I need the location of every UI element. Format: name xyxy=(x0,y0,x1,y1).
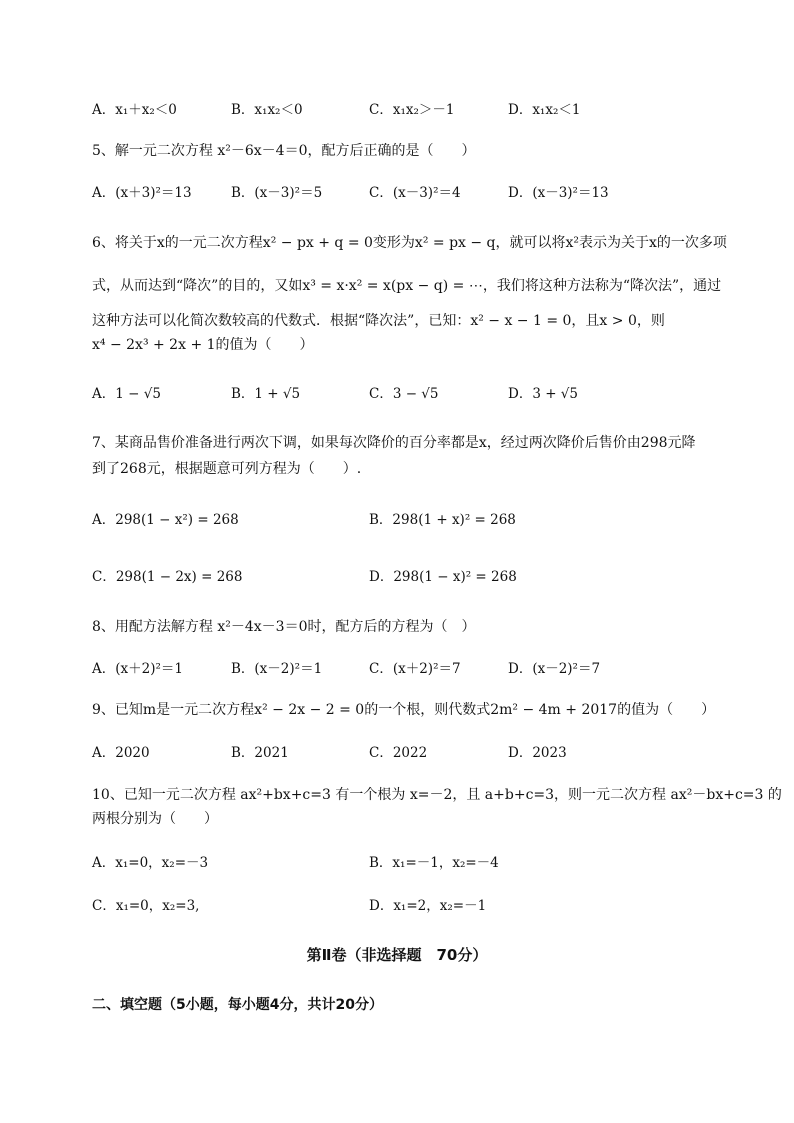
q6-option-a[interactable]: A．1 − √5 xyxy=(92,386,161,402)
q10-option-d[interactable]: D．x₁=2，x₂=－1 xyxy=(369,898,487,914)
q6-option-d[interactable]: D．3 + √5 xyxy=(508,386,578,402)
q6-stem-line2: 式，从而达到“降次”的目的，又如x³ = x·x² = x(px − q) = ⋯，我们将这种方法称为“降次法”，通过 xyxy=(92,278,722,294)
q8-stem: 8、用配方法解方程 x²－4x－3＝0时，配方后的方程为（ ） xyxy=(92,619,476,635)
q5-stem: 5、解一元二次方程 x²－6x－4＝0，配方后正确的是（ ） xyxy=(92,143,476,159)
q10-options-row2 xyxy=(92,896,732,916)
q9-option-d[interactable]: D．2023 xyxy=(508,745,567,761)
part2-heading: 第Ⅱ卷（非选择题 70分） xyxy=(306,946,488,964)
q6-option-b[interactable]: B．1 + √5 xyxy=(231,386,301,402)
q4-option-c[interactable]: C．x₁x₂＞－1 xyxy=(369,102,455,118)
q5-option-c[interactable]: C．(x－3)²＝4 xyxy=(369,185,461,201)
q8-option-d[interactable]: D．(x－2)²＝7 xyxy=(508,661,601,677)
q7-option-a[interactable]: A．298(1 − x²) = 268 xyxy=(92,512,239,528)
q5-option-a[interactable]: A．(x＋3)²＝13 xyxy=(92,185,192,201)
q5-options xyxy=(92,183,732,203)
q7-option-c[interactable]: C．298(1 − 2x) = 268 xyxy=(92,569,243,585)
q10-option-c[interactable]: C．x₁=0，x₂=3, xyxy=(92,898,200,914)
q7-options-row1 xyxy=(92,510,732,530)
q7-stem-line2: 到了268元，根据题意可列方程为（ ）. xyxy=(92,461,362,477)
q4-option-b[interactable]: B．x₁x₂＜0 xyxy=(231,102,303,118)
q9-options xyxy=(92,743,732,763)
q9-option-a[interactable]: A．2020 xyxy=(92,745,150,761)
q7-options-row2 xyxy=(92,567,732,587)
q10-options-row1 xyxy=(92,853,732,873)
q5-option-d[interactable]: D．(x－3)²＝13 xyxy=(508,185,609,201)
q8-options xyxy=(92,659,732,679)
q10-stem-line1: 10、已知一元二次方程 ax²+bx+c=3 有一个根为 x=－2，且 a+b+c=3，则一元二次方程 ax²－bx+c=3 的 xyxy=(92,787,782,803)
q6-options xyxy=(92,384,732,404)
q10-option-b[interactable]: B．x₁=－1，x₂=－4 xyxy=(369,855,499,871)
q6-stem-line3: 这种方法可以化简次数较高的代数式．根据“降次法”，已知：x² − x − 1 = 0，且x > 0，则 xyxy=(92,313,665,329)
fill-in-section-heading: 二、填空题（5小题，每小题4分，共计20分） xyxy=(92,997,383,1013)
q10-stem-line2: 两根分别为（ ） xyxy=(92,811,218,827)
q6-option-c[interactable]: C．3 − √5 xyxy=(369,386,439,402)
q4-option-d[interactable]: D．x₁x₂＜1 xyxy=(508,102,581,118)
q4-options xyxy=(92,100,732,120)
q6-stem-line4: x⁴ − 2x³ + 2x + 1的值为（ ） xyxy=(92,337,314,353)
q7-option-d[interactable]: D．298(1 − x)² = 268 xyxy=(369,569,517,585)
q10-option-a[interactable]: A．x₁=0，x₂=－3 xyxy=(92,855,209,871)
q7-stem-line1: 7、某商品售价准备进行两次下调，如果每次降价的百分率都是x，经过两次降价后售价由298元降 xyxy=(92,435,696,451)
q4-option-a[interactable]: A．x₁＋x₂＜0 xyxy=(92,102,177,118)
q8-option-c[interactable]: C．(x＋2)²＝7 xyxy=(369,661,461,677)
q7-option-b[interactable]: B．298(1 + x)² = 268 xyxy=(369,512,516,528)
q6-stem-line1: 6、将关于x的一元二次方程x² − px + q = 0变形为x² = px − q，就可以将x²表示为关于x的一次多项 xyxy=(92,235,727,251)
q9-stem: 9、已知m是一元二次方程x² − 2x − 2 = 0的一个根，则代数式2m² − 4m + 2017的值为（ ） xyxy=(92,702,716,718)
q9-option-b[interactable]: B．2021 xyxy=(231,745,289,761)
q5-option-b[interactable]: B．(x－3)²＝5 xyxy=(231,185,323,201)
q8-option-b[interactable]: B．(x－2)²＝1 xyxy=(231,661,323,677)
q9-option-c[interactable]: C．2022 xyxy=(369,745,428,761)
q8-option-a[interactable]: A．(x＋2)²＝1 xyxy=(92,661,183,677)
